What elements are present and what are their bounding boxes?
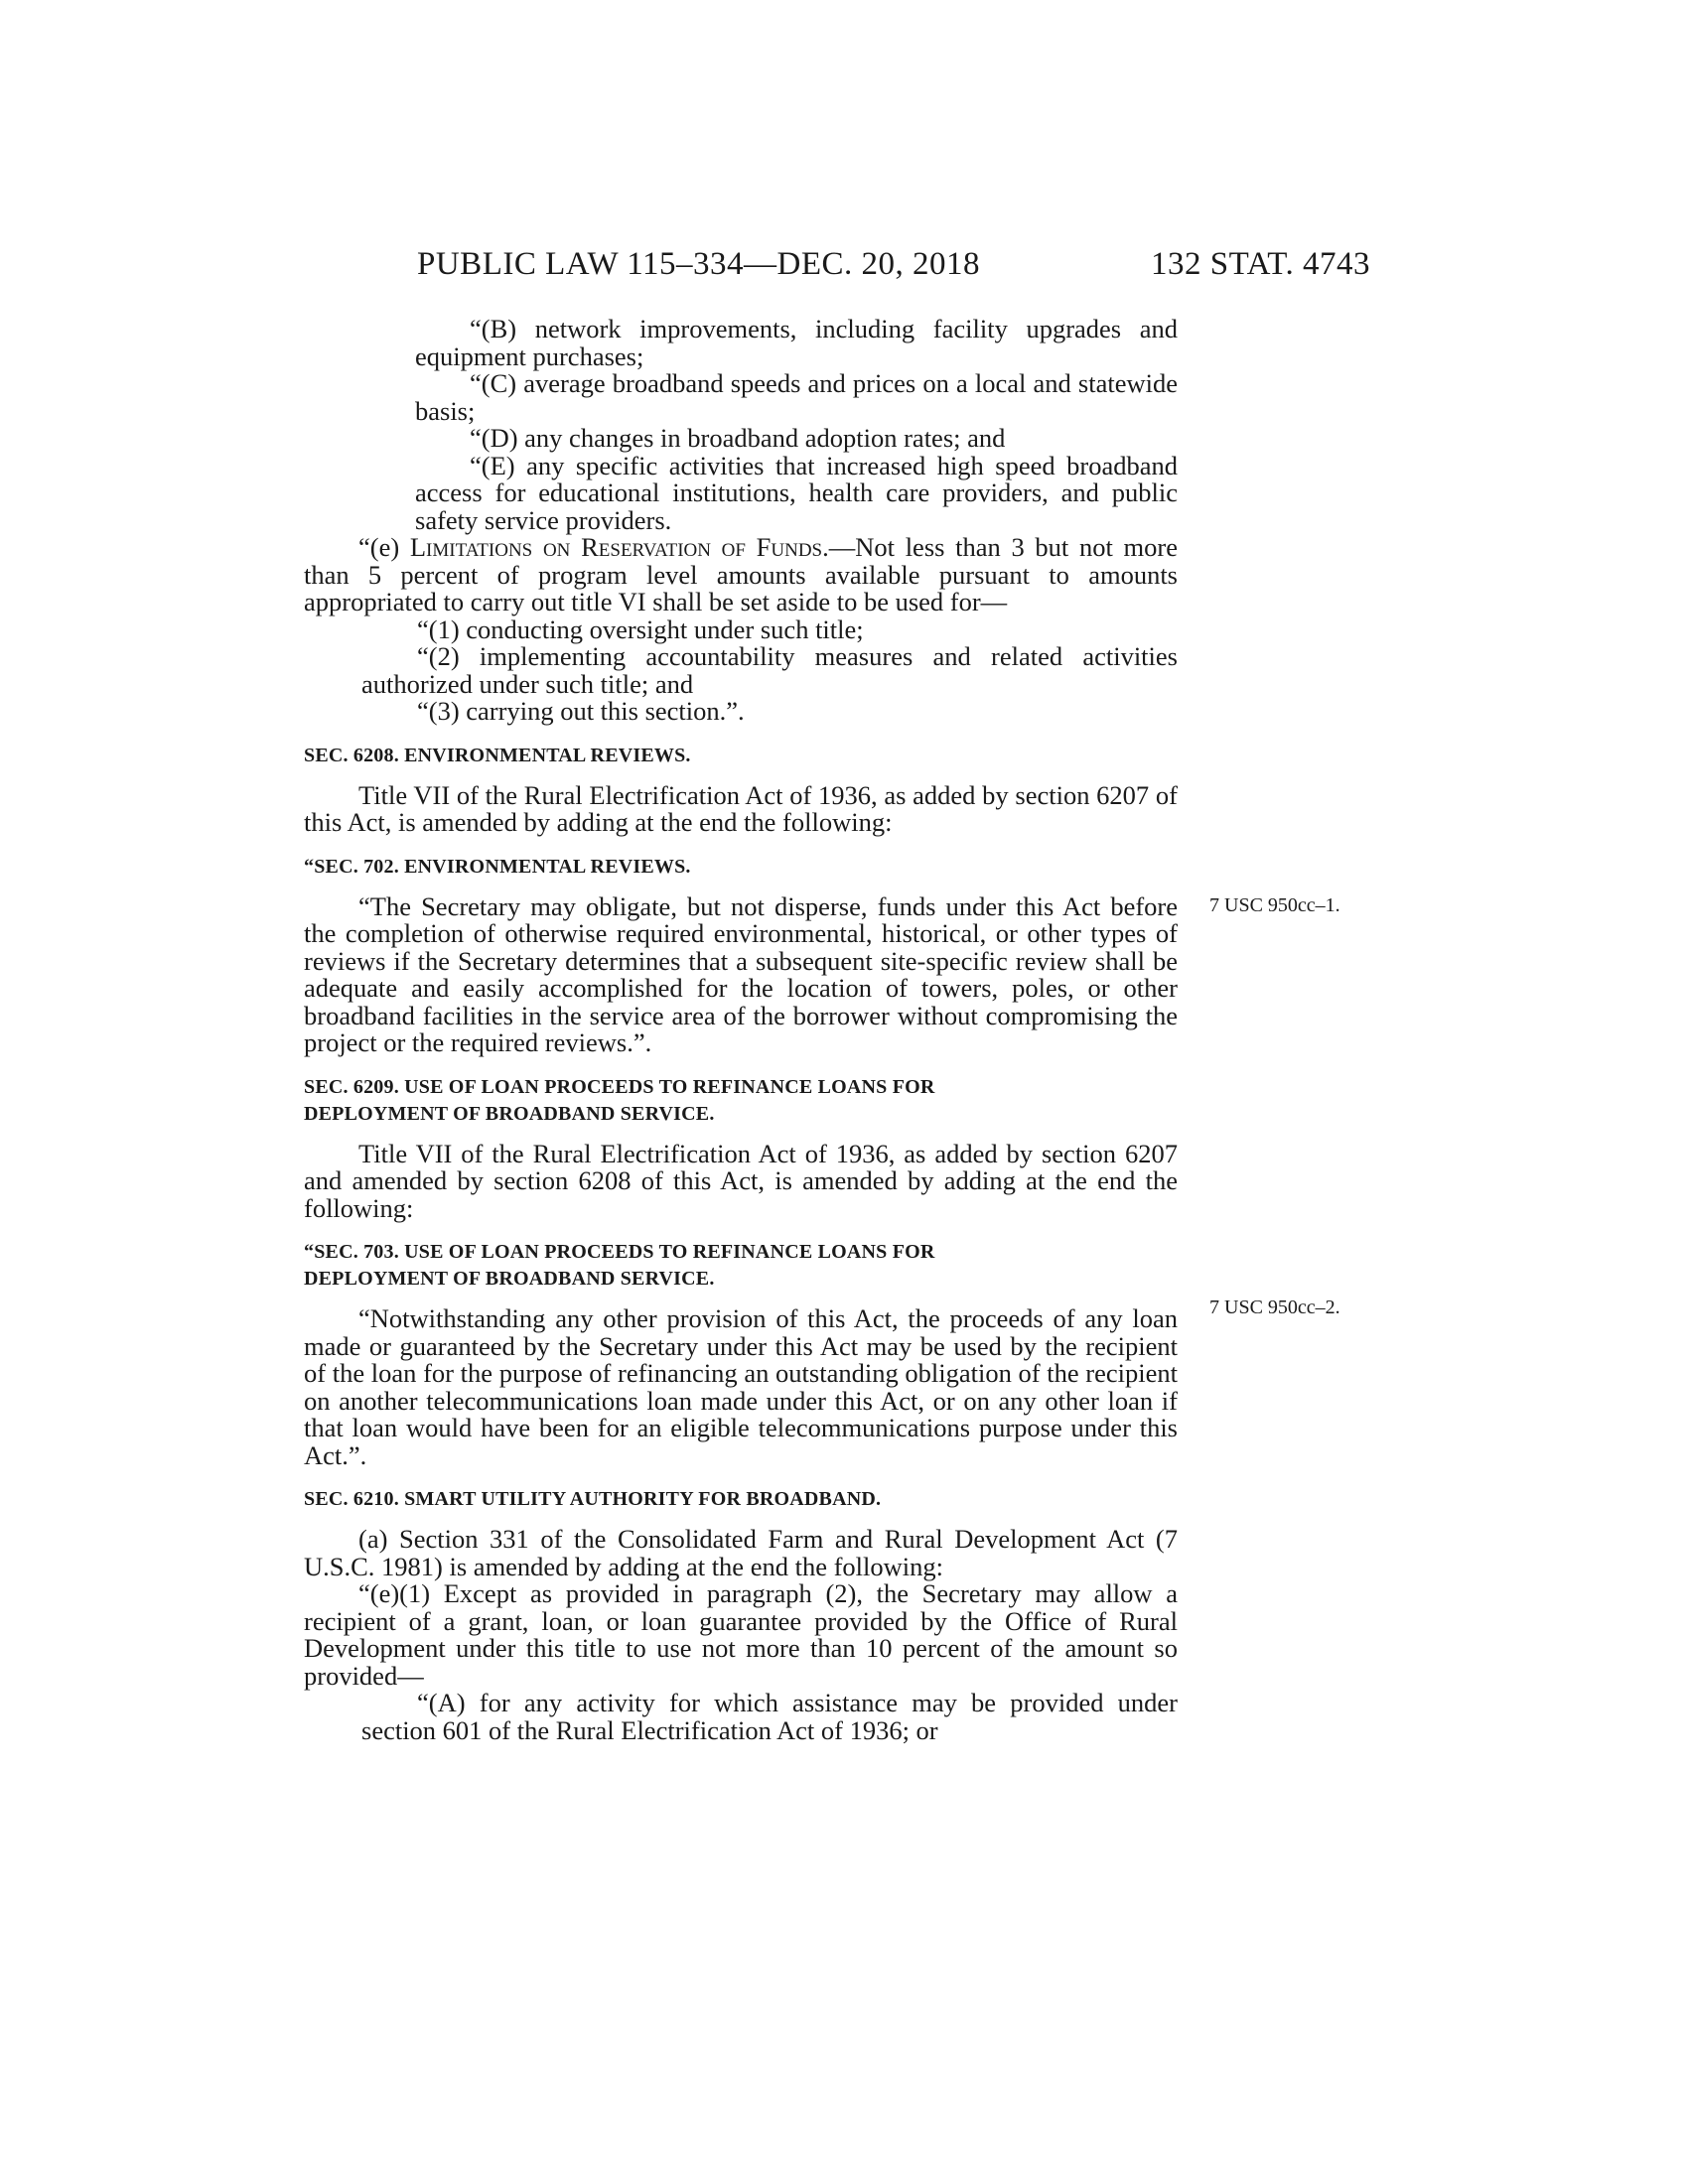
statute-page-number: 132 STAT. 4743 — [1150, 246, 1370, 282]
section-6208-body: Title VII of the Rural Electrification Act of 1936, as added by section 6207 of this Act, is amended by adding at the end the following: — [304, 779, 1178, 837]
subsection-e-limitations: “(e) Limitations on Reservation of Funds.—Not less than 3 but not more than 5 percent of program level amounts available pursuant to amounts appropriated to carry out title VI shall be set aside to be used for— — [304, 532, 1178, 616]
section-heading-702: “SEC. 702. ENVIRONMENTAL REVIEWS. — [304, 855, 691, 878]
subparagraph-b: “(B) network improvements, including facility upgrades and equipment purchases; — [415, 314, 1178, 371]
subparagraph-d: “(D) any changes in broadband adoption rates; and — [470, 423, 1006, 453]
section-heading-6210: SEC. 6210. SMART UTILITY AUTHORITY FOR BROADBAND. — [304, 1488, 882, 1510]
section-6210-subparagraph-a: “(A) for any activity for which assistance may be provided under section 601 of the Rural Electrification Act of 1936; or — [361, 1688, 1178, 1745]
paragraph-1: “(1) conducting oversight under such title; — [417, 614, 864, 644]
subparagraph-e: “(E) any specific activities that increased high speed broadband access for educational institutions, health care providers, and public safety service providers. — [415, 450, 1178, 535]
paragraph-2: “(2) implementing accountability measures and related activities authorized under such title; and — [361, 641, 1178, 699]
section-heading-6209: SEC. 6209. USE OF LOAN PROCEEDS TO REFINANCE LOANS FOR DEPLOYMENT OF BROADBAND SERVICE. — [304, 1075, 935, 1125]
public-law-citation: PUBLIC LAW 115–334—DEC. 20, 2018 — [417, 246, 981, 282]
section-703-body: “Notwithstanding any other provision of this Act, the proceeds of any loan made or guaranteed by the Secretary under this Act may be used by the recipient of the loan for the purpose of refinancing an outstanding obligation of the recipient on another telecommunications loan made under this Act, or on any other loan if that loan would have been for an eligible telecommunications purpose under this Act.”. — [304, 1303, 1178, 1470]
document-body — [304, 316, 1178, 1744]
subparagraph-c: “(C) average broadband speeds and prices on a local and statewide basis; — [415, 368, 1178, 426]
paragraph-3: “(3) carrying out this section.”. — [417, 696, 745, 726]
section-heading-6208: SEC. 6208. ENVIRONMENTAL REVIEWS. — [304, 744, 691, 766]
usc-margin-note-702: 7 USC 950cc–1. — [1209, 894, 1340, 916]
section-6210-subsection-a: (a) Section 331 of the Consolidated Farm and Rural Development Act (7 U.S.C. 1981) is amended by adding at the end the following: — [304, 1524, 1178, 1581]
section-heading-703: “SEC. 703. USE OF LOAN PROCEEDS TO REFINANCE LOANS FOR DEPLOYMENT OF BROADBAND SERVICE. — [304, 1241, 935, 1290]
running-header — [417, 246, 1370, 286]
section-6210-paragraph-e1: “(e)(1) Except as provided in paragraph (2), the Secretary may allow a recipient of a grant, loan, or loan guarantee provided by the Office of Rural Development under this title to use not more than 10 percent of the amount so provided— — [304, 1578, 1178, 1691]
section-6209-body: Title VII of the Rural Electrification Act of 1936, as added by section 6207 and amended by section 6208 of this Act, is amended by adding at the end the following: — [304, 1138, 1178, 1223]
subsection-heading: Limitations on Reservation of Funds — [409, 532, 823, 562]
section-702-body: “The Secretary may obligate, but not disperse, funds under this Act before the completion of otherwise required environmental, historical, or other types of reviews if the Secretary determines that a subsequent site-specific review shall be adequate and easily accomplished for the location of towers, poles, or other broadband facilities in the service area of the borrower without compromising the project or the required reviews.”. — [304, 890, 1178, 1057]
usc-margin-note-703: 7 USC 950cc–2. — [1209, 1297, 1340, 1318]
